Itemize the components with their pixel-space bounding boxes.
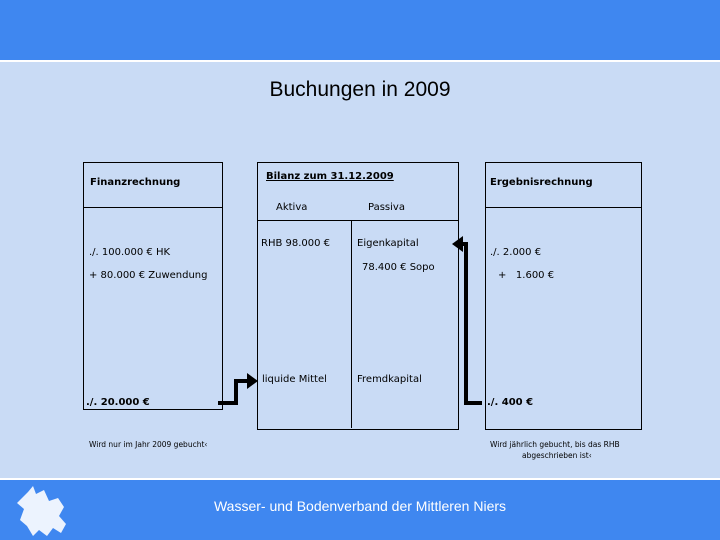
ergebnis-note-line2: abgeschrieben ist‹ — [522, 451, 592, 460]
ergebnis-note-line1: Wird jährlich gebucht, bis das RHB — [490, 440, 620, 449]
ergebnis-line-abschreibung: ./. 2.000 € — [490, 247, 542, 258]
ergebnisrechnung-title: Ergebnisrechnung — [490, 177, 593, 188]
bilanz-eigenkapital: Eigenkapital — [357, 238, 419, 249]
finanz-result: ./. 20.000 € — [86, 397, 150, 408]
bilanz-passiva: Passiva — [368, 202, 405, 213]
bilanz-sopo: 78.400 € Sopo — [362, 262, 435, 273]
finanzrechnung-title: Finanzrechnung — [90, 177, 181, 188]
bilanz-liquide-mittel: liquide Mittel — [262, 374, 327, 385]
ergebnis-result: ./. 400 € — [487, 397, 534, 408]
footer-organisation: Wasser- und Bodenverband der Mittleren Niers — [213, 498, 507, 514]
bilanz-fremdkapital: Fremdkapital — [357, 374, 422, 385]
slide-title: Buchungen in 2009 — [269, 78, 451, 101]
bilanz-title: Bilanz zum 31.12.2009 — [266, 171, 394, 182]
bilanz-rhb: RHB 98.000 € — [261, 238, 331, 249]
ergebnis-line-aufloesung: + 1.600 € — [498, 270, 555, 281]
finanz-note: Wird nur im Jahr 2009 gebucht‹ — [89, 440, 208, 449]
bilanz-aktiva: Aktiva — [276, 202, 308, 213]
finanz-line-zuwendung: + 80.000 € Zuwendung — [89, 270, 208, 281]
finanz-line-hk: ./. 100.000 € HK — [89, 247, 171, 258]
